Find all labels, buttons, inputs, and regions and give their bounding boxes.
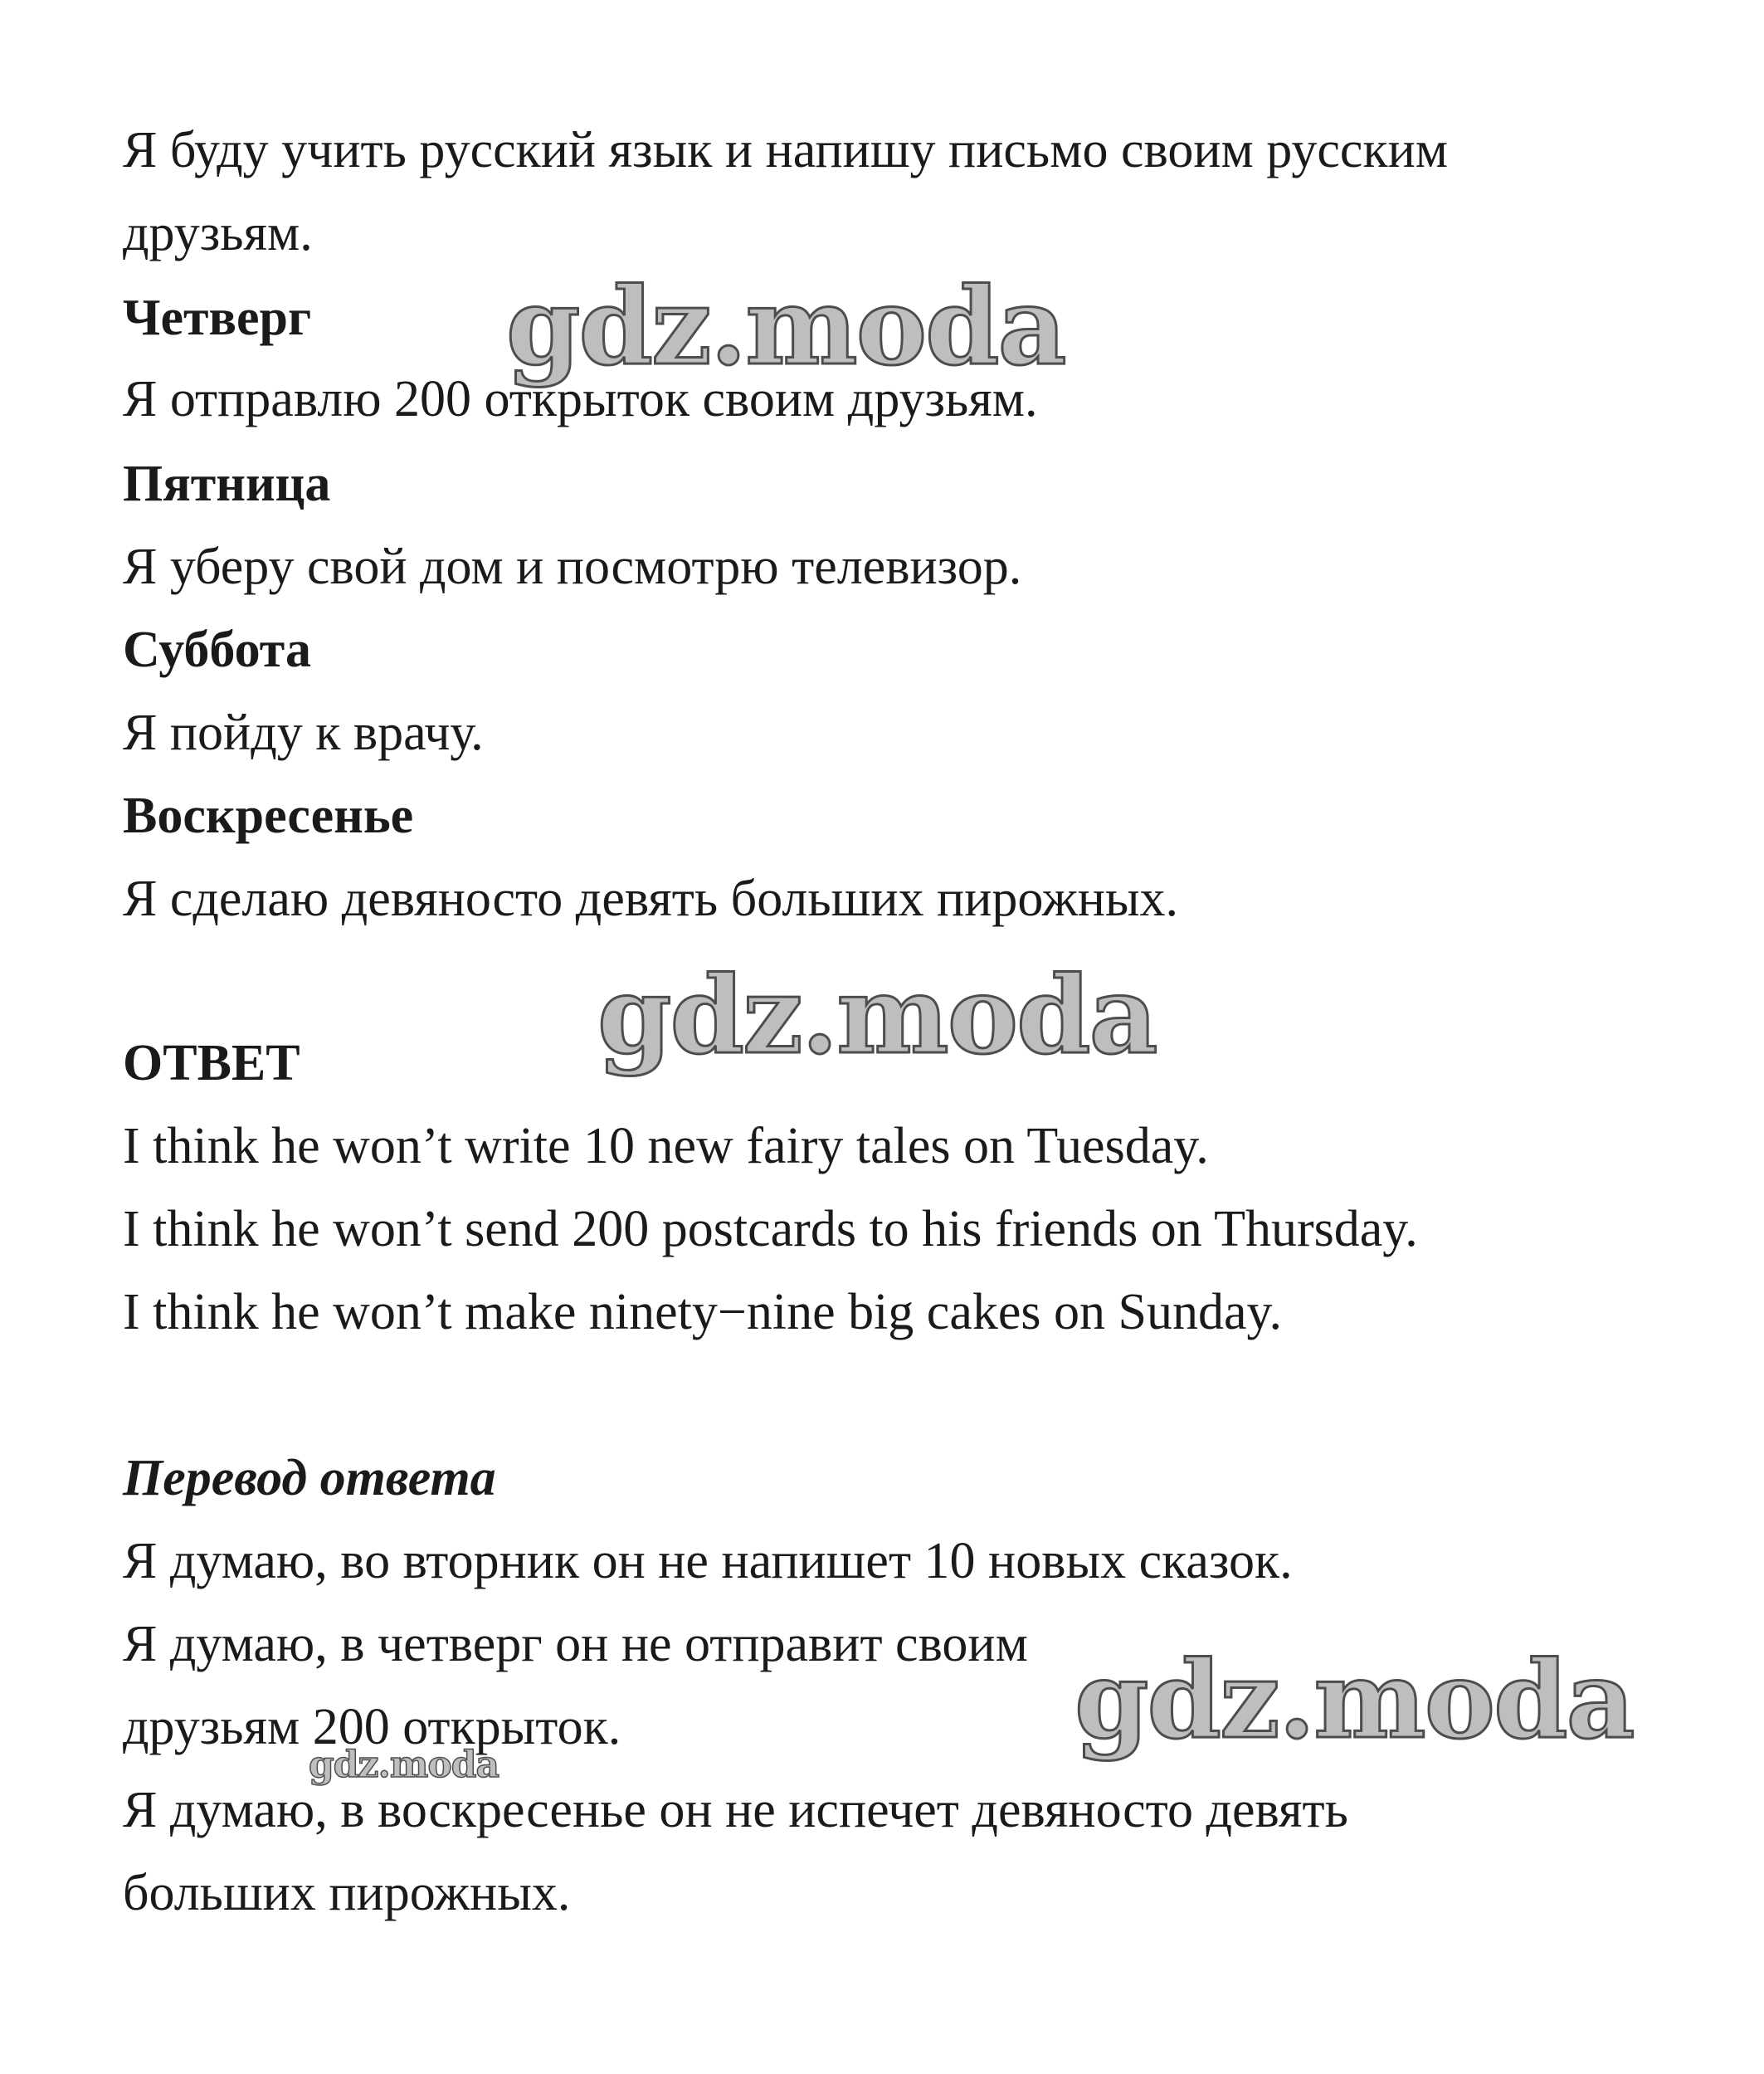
answer-line: I think he won’t write 10 new fairy tales on Tuesday. — [123, 1118, 1209, 1174]
text-line: Я уберу свой дом и посмотрю телевизор. — [123, 539, 1022, 595]
heading-translation: Перевод ответа — [123, 1450, 496, 1506]
text-line: Я пойду к врачу. — [123, 705, 484, 761]
answer-line: I think he won’t send 200 postcards to his friends on Thursday. — [123, 1201, 1418, 1257]
heading-friday: Пятница — [123, 456, 331, 512]
watermark-logo: gdz.moda — [597, 954, 1157, 1078]
translation-line: Я думаю, в четверг он не отправит своим — [123, 1616, 1028, 1672]
heading-saturday: Суббота — [123, 622, 311, 678]
text-line: Я буду учить русский язык и напишу письмо своим русским — [123, 122, 1448, 178]
heading-thursday: Четверг — [123, 290, 312, 346]
translation-line: Я думаю, во вторник он не напишет 10 новых сказок. — [123, 1533, 1293, 1589]
heading-sunday: Воскресенье — [123, 788, 414, 844]
text-line: Я сделаю девяносто девять больших пирожных. — [123, 871, 1179, 927]
text-line: друзьям. — [123, 205, 313, 261]
translation-line: Я думаю, в воскресенье он не испечет девяносто девять — [123, 1782, 1348, 1838]
heading-answer: ОТВЕТ — [123, 1035, 300, 1091]
answer-line: I think he won’t make ninety−nine big cakes on Sunday. — [123, 1284, 1282, 1340]
translation-line: друзьям 200 открыток. — [123, 1699, 621, 1755]
text-line: Я отправлю 200 открыток своим друзьям. — [123, 371, 1038, 427]
watermark-logo: gdz.moda — [309, 1744, 499, 1786]
watermark-logo: gdz.moda — [1074, 1638, 1634, 1763]
watermark-logo: gdz.moda — [506, 265, 1065, 389]
translation-line: больших пирожных. — [123, 1865, 571, 1921]
